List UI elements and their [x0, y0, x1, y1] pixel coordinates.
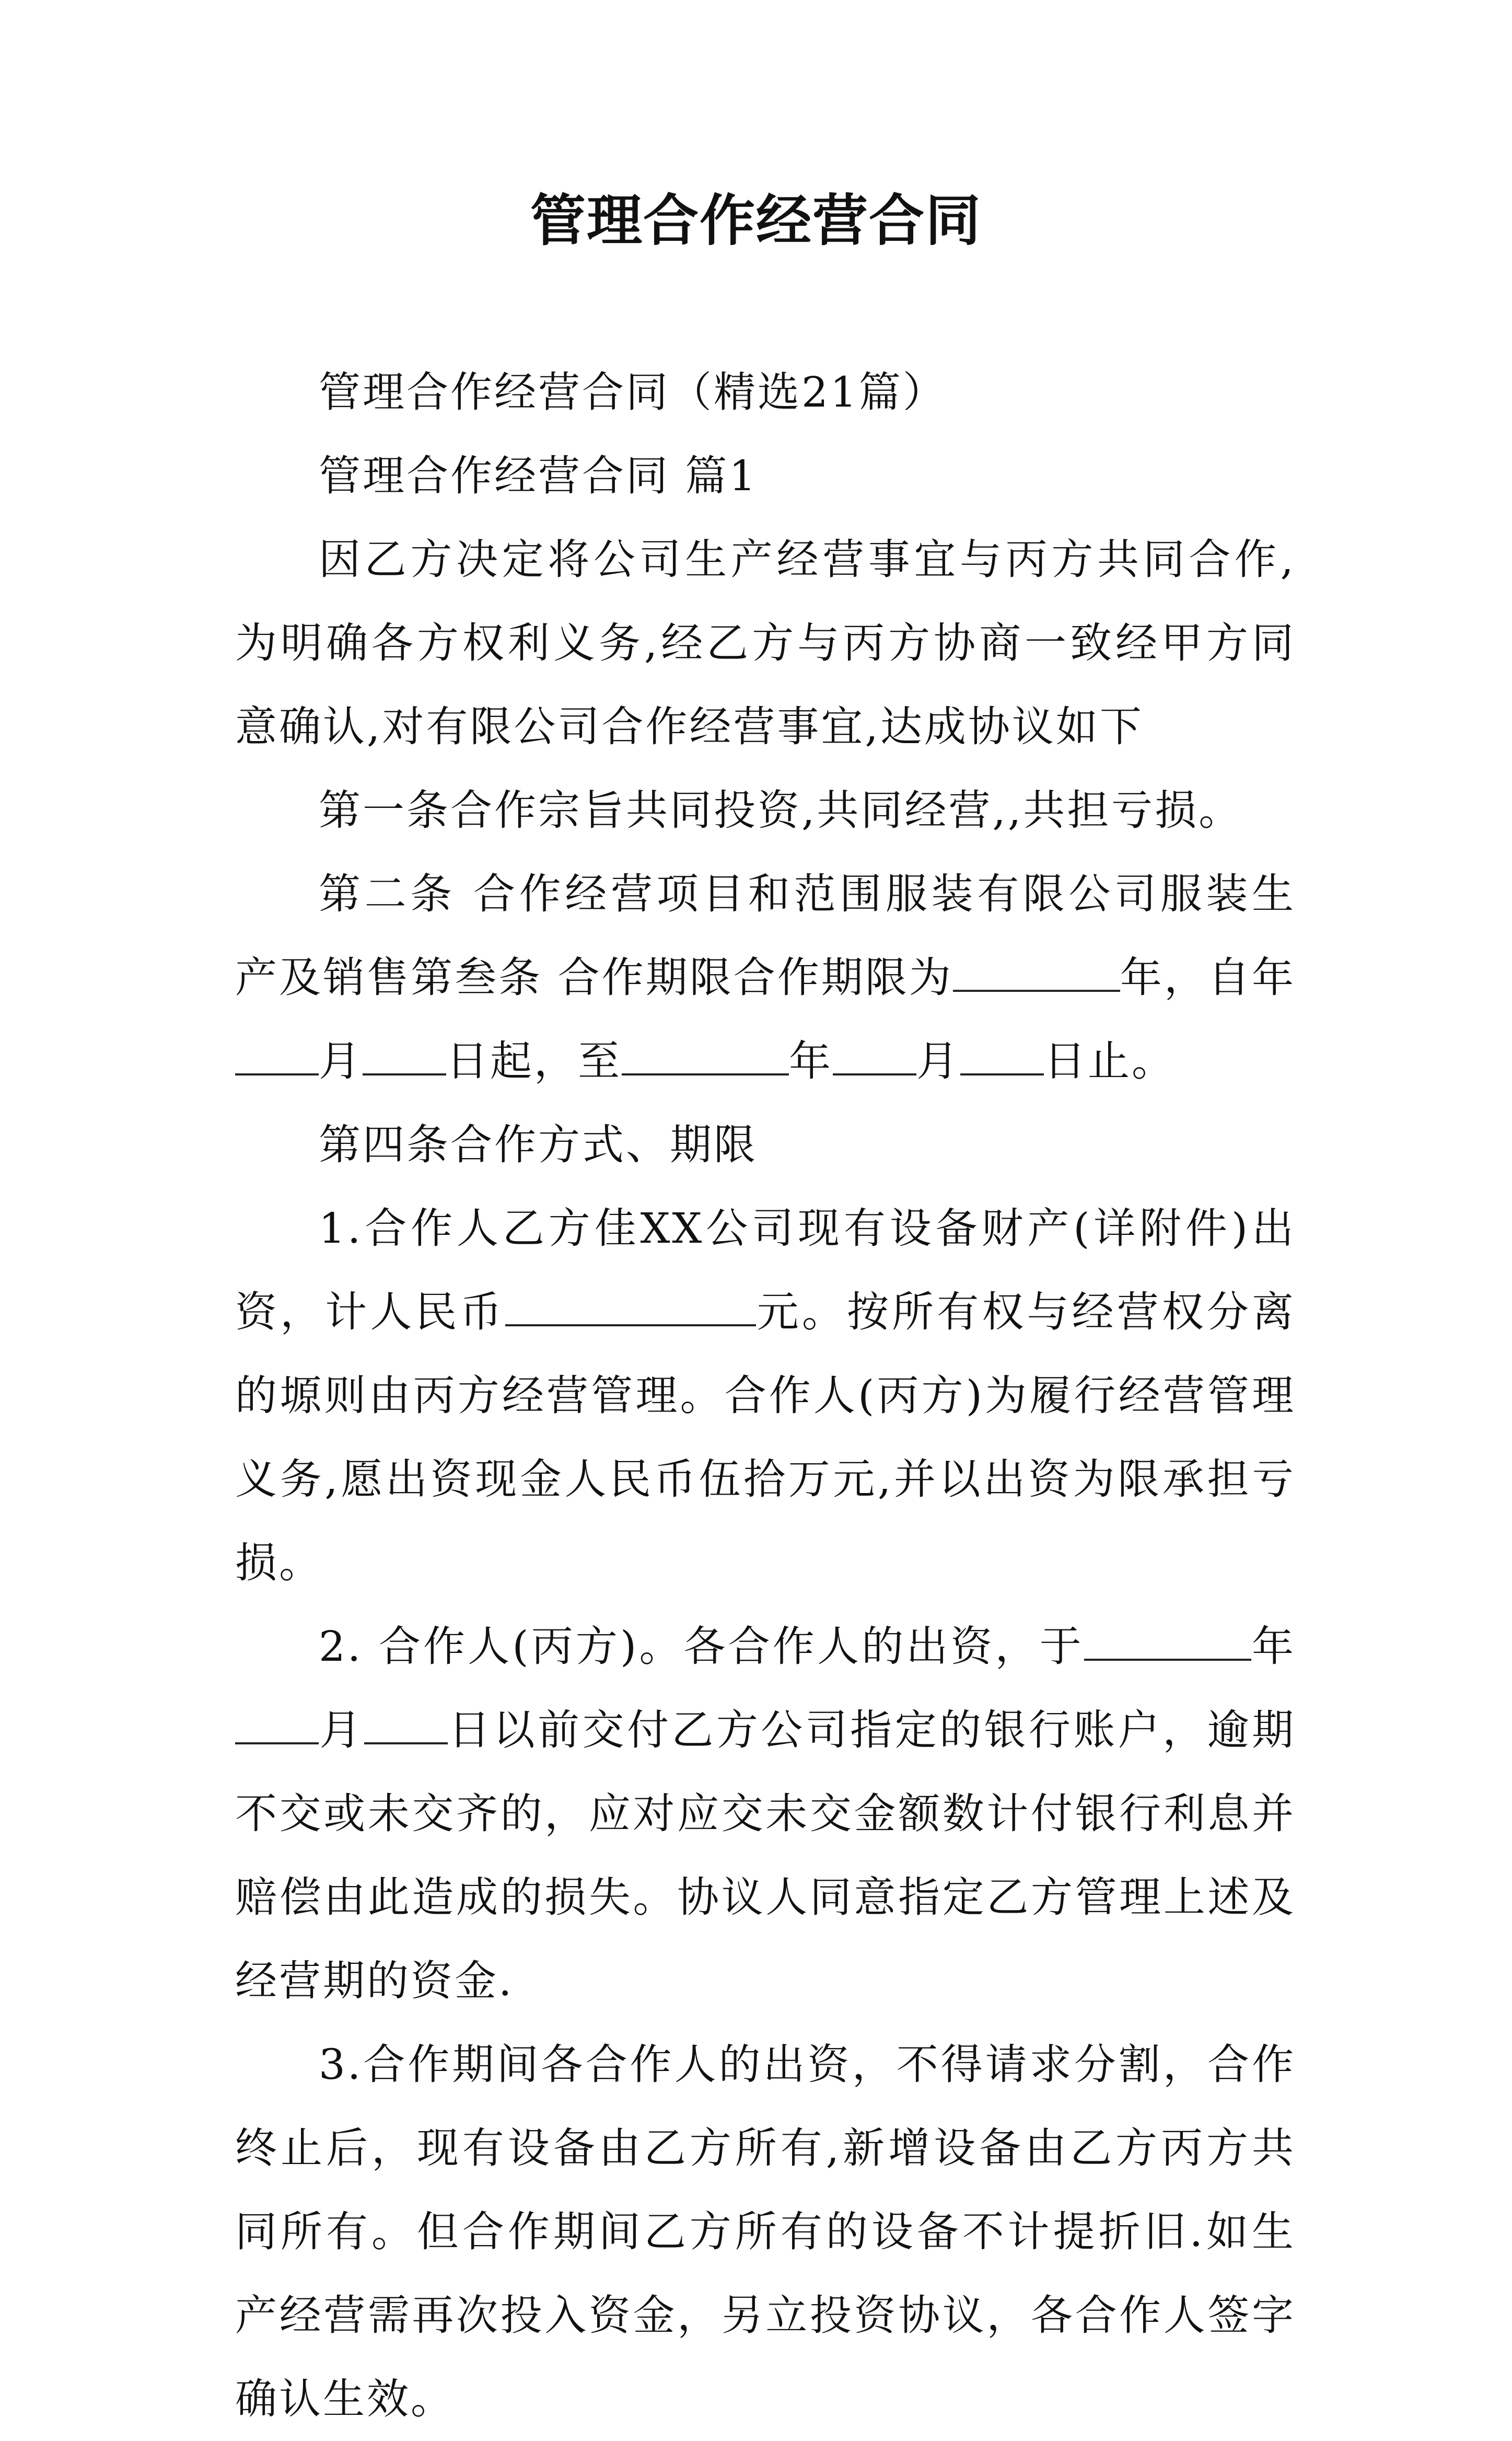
text-run: 月 — [916, 1037, 960, 1085]
article-1: 第一条合作宗旨共同投资,共同经营,,共担亏损。 — [319, 786, 1243, 835]
section-heading: 管理合作经营合同 篇1 — [319, 452, 758, 500]
blank-line — [622, 1040, 789, 1075]
blank-line — [1084, 1625, 1251, 1661]
text-run: 月 — [319, 1706, 364, 1754]
blank-line — [363, 1040, 446, 1075]
text-run: 第二条 合作经营项目和范围服装有限公司服装生产及销售第叁条 合作期限合作期限为 — [235, 870, 1296, 1002]
blank-line — [960, 1040, 1044, 1075]
blank-line — [833, 1040, 916, 1075]
text-run: 年 — [789, 1037, 833, 1085]
item-2 — [235, 1605, 1296, 2023]
blank-line — [235, 1040, 319, 1075]
text-run: 2. 合作人(丙方)。各合作人的出资，于 — [319, 1622, 1084, 1671]
text-run: 日止。 — [1044, 1037, 1176, 1085]
text-run: 日起，至 — [446, 1037, 622, 1085]
text-run: 月 — [319, 1037, 363, 1085]
blank-line — [505, 1291, 756, 1326]
text-run: 年，自年 — [1120, 953, 1296, 1002]
document-title: 管理合作经营合同 — [530, 188, 982, 253]
intro-paragraph: 因乙方决定将公司生产经营事宜与丙方共同合作,为明确各方权利义务,经乙方与丙方协商一致经甲方同意确认,对有限公司合作经营事宜,达成协议如下 — [235, 535, 1296, 751]
text-run: 日以前交付乙方公司指定的银行账户，逾期不交或未交齐的，应对应交未交金额数计付银行利息并赔偿由此造成的损失。协议人同意指定乙方管理上述及经营期的资金. — [235, 1706, 1296, 2005]
article-4: 第四条合作方式、期限 — [319, 1120, 758, 1169]
blank-line — [364, 1709, 448, 1744]
text-run: 1.合作人乙方佳XX公司现有设备财产(详附件)出资，计人民币 — [235, 1204, 1296, 1336]
subtitle: 管理合作经营合同（精选21篇） — [319, 368, 947, 417]
article-2-3 — [235, 852, 1296, 1103]
text-run: 年 — [1251, 1622, 1296, 1671]
item-1 — [235, 1187, 1296, 1605]
blank-line — [953, 956, 1120, 992]
blank-line — [235, 1709, 319, 1744]
item-3: 3.合作期间各合作人的出资，不得请求分割，合作终止后，现有设备由乙方所有,新增设备由乙方丙方共同所有。但合作期间乙方所有的设备不计提折旧.如生产经营需再次投入资金，另立投资协议，各合作人签字确认生效。 — [235, 2040, 1296, 2423]
document-body — [235, 351, 1296, 2441]
text-run: 元。按所有权与经营权分离的塬则由丙方经营管理。合作人(丙方)为履行经营管理义务,愿出资现金人民币伍拾万元,并以出资为限承担亏损。 — [235, 1288, 1296, 1587]
